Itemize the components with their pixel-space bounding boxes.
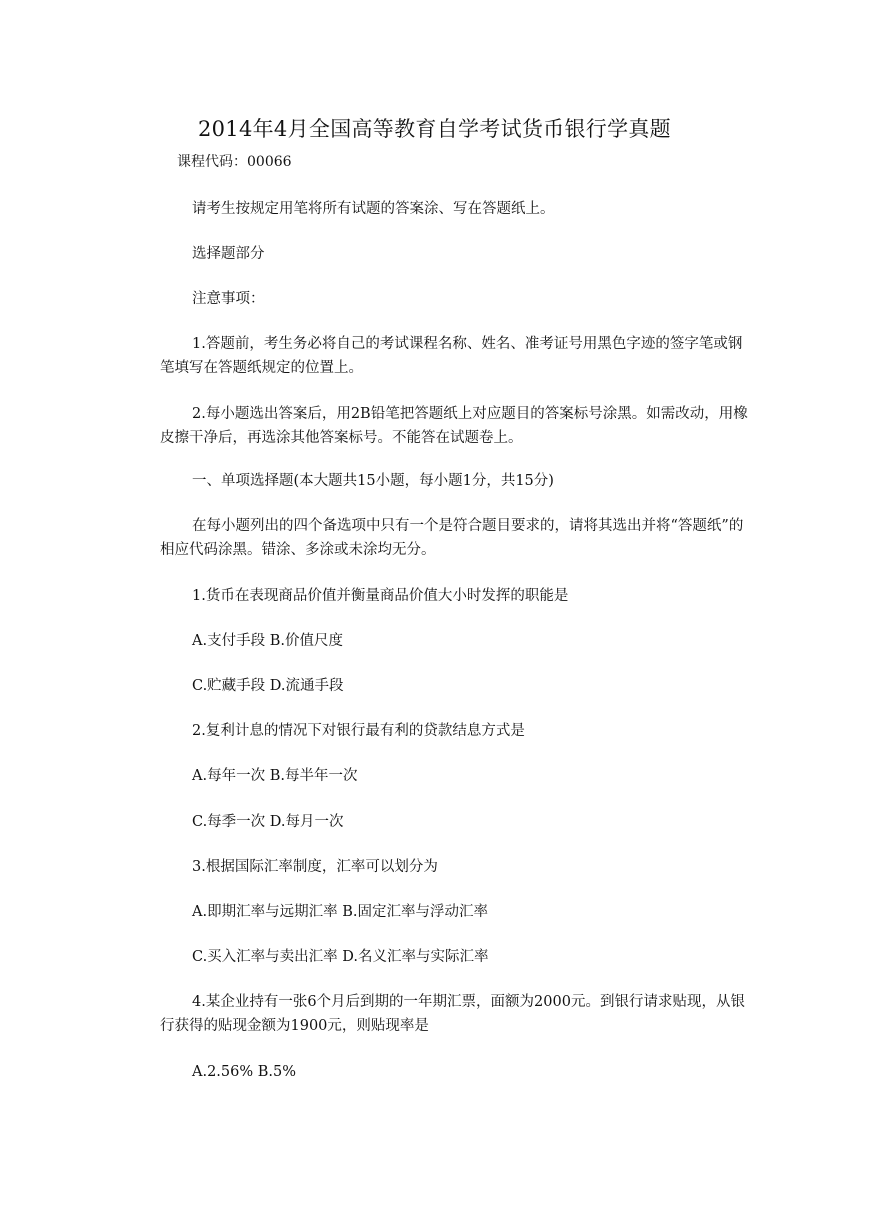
answer-options: A.2.56% B.5% (192, 1064, 297, 1080)
notice-item: 2.每小题选出答案后，用2B铅笔把答题纸上对应题目的答案标号涂黑。如需改动，用橡皮擦干净后，再选涂其他答案标号。不能答在试题卷上。 (160, 406, 748, 446)
section-heading: 选择题部分 (192, 246, 265, 262)
answer-options: A.每年一次 B.每半年一次 (192, 768, 358, 784)
answer-options: C.贮藏手段 D.流通手段 (192, 678, 344, 694)
document-title: 2014年4月全国高等教育自学考试货币银行学真题 (197, 117, 671, 141)
answer-options: A.支付手段 B.价值尺度 (192, 633, 343, 649)
answer-options: C.买入汇率与卖出汇率 D.名义汇率与实际汇率 (192, 949, 489, 965)
question: 3.根据国际汇率制度，汇率可以划分为 (192, 859, 438, 875)
part-heading: 一、单项选择题(本大题共15小题，每小题1分，共15分) (192, 473, 554, 489)
part-instructions: 在每小题列出的四个备选项中只有一个是符合题目要求的，请将其选出并将“答题纸”的相应代码涂黑。错涂、多涂或未涂均无分。 (160, 518, 744, 558)
answer-options: C.每季一次 D.每月一次 (192, 814, 344, 830)
instruction-paragraph: 请考生按规定用笔将所有试题的答案涂、写在答题纸上。 (192, 201, 555, 217)
answer-options: A.即期汇率与远期汇率 B.固定汇率与浮动汇率 (192, 904, 488, 920)
question: 4.某企业持有一张6个月后到期的一年期汇票，面额为2000元。到银行请求贴现，从银行获得的贴现金额为1900元，则贴现率是 (160, 994, 745, 1034)
question: 2.复利计息的情况下对银行最有利的贷款结息方式是 (192, 723, 525, 739)
question: 1.货币在表现商品价值并衡量商品价值大小时发挥的职能是 (192, 588, 569, 604)
notice-item: 1.答题前，考生务必将自己的考试课程名称、姓名、准考证号用黑色字迹的签字笔或钢笔填写在答题纸规定的位置上。 (160, 336, 743, 376)
notice-heading: 注意事项： (192, 291, 265, 307)
course-code: 课程代码：00066 (177, 154, 292, 170)
